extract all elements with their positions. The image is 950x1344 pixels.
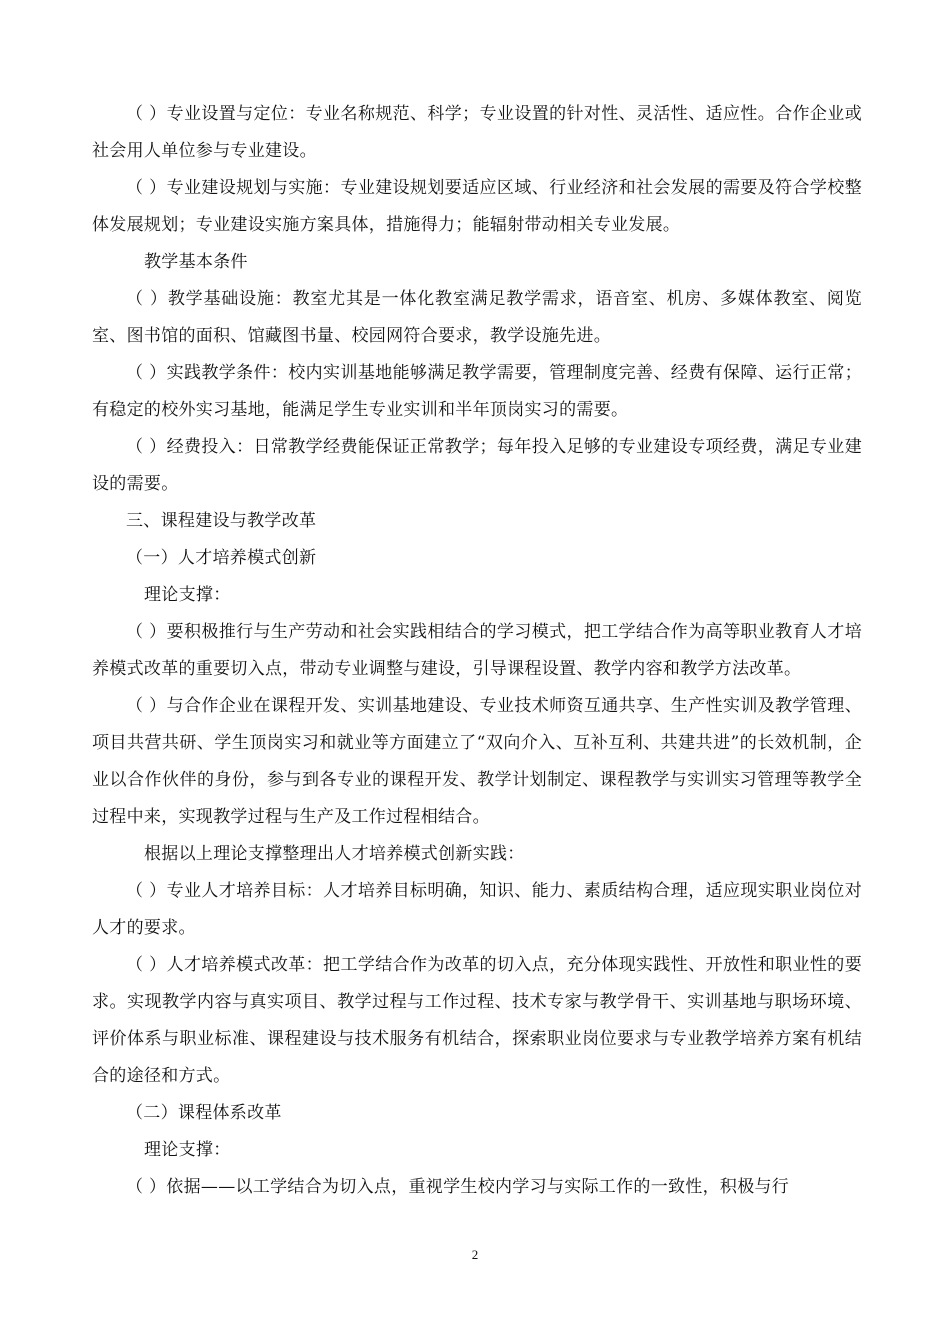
paragraph-funding: （ ）经费投入：日常教学经费能保证正常教学；每年投入足够的专业建设专项经费，满足专业建设的需要。	[92, 437, 862, 494]
page-number: 2	[471, 1247, 479, 1262]
heading-subsection-two: （二）课程体系改革	[126, 1103, 282, 1123]
heading-subsection-one: （一）人才培养模式创新	[126, 548, 317, 568]
document-body	[92, 96, 862, 1206]
heading-theory-support-2: 理论支撑：	[144, 1140, 231, 1160]
paragraph-practice-conditions: （ ）实践教学条件：校内实训基地能够满足教学需要，管理制度完善、经费有保障、运行正常；有稳定的校外实习基地，能满足学生专业实训和半年顶岗实习的需要。	[92, 363, 862, 420]
paragraph-training-reform: （ ）人才培养模式改革：把工学结合作为改革的切入点，充分体现实践性、开放性和职业性的要求。实现教学内容与真实项目、教学过程与工作过程、技术专家与教学骨干、实训基地与职场环境、评价体系与职业标准、课程建设与技术服务有机结合，探索职业岗位要求与专业教学培养方案有机结合的途径和方式。	[92, 955, 862, 1086]
heading-theory-support-1: 理论支撑：	[144, 585, 231, 605]
heading-section-three: 三、课程建设与教学改革	[126, 511, 317, 531]
paragraph-teaching-facilities: （ ）教学基础设施：教室尤其是一体化教室满足教学需求，语音室、机房、多媒体教室、阅览室、图书馆的面积、馆藏图书量、校园网符合要求，教学设施先进。	[92, 289, 862, 346]
paragraph-training-goal: （ ）专业人才培养目标：人才培养目标明确，知识、能力、素质结构合理，适应现实职业岗位对人才的要求。	[92, 881, 862, 938]
paragraph-basis: （ ）依据——以工学结合为切入点，重视学生校内学习与实际工作的一致性，积极与行	[126, 1177, 790, 1197]
paragraph-enterprise-cooperation: （ ）与合作企业在课程开发、实训基地建设、专业技术师资互通共享、生产性实训及教学管理、项目共营共研、学生顶岗实习和就业等方面建立了“双向介入、互补互利、共建共进”的长效机制，企业以合作伙伴的身份，参与到各专业的课程开发、教学计划制定、课程教学与实训实习管理等教学全过程中来，实现教学过程与生产及工作过程相结合。	[92, 696, 862, 827]
paragraph-work-study-model: （ ）要积极推行与生产劳动和社会实践相结合的学习模式，把工学结合作为高等职业教育人才培养模式改革的重要切入点，带动专业调整与建设，引导课程设置、教学内容和教学方法改革。	[92, 622, 862, 679]
heading-practice-summary: 根据以上理论支撑整理出人才培养模式创新实践：	[144, 844, 525, 864]
paragraph-major-setup: （ ）专业设置与定位：专业名称规范、科学；专业设置的针对性、灵活性、适应性。合作企业或社会用人单位参与专业建设。	[92, 104, 862, 161]
paragraph-major-planning: （ ）专业建设规划与实施：专业建设规划要适应区域、行业经济和社会发展的需要及符合学校整体发展规划；专业建设实施方案具体，措施得力；能辐射带动相关专业发展。	[92, 178, 862, 235]
heading-teaching-conditions: 教学基本条件	[144, 252, 248, 272]
